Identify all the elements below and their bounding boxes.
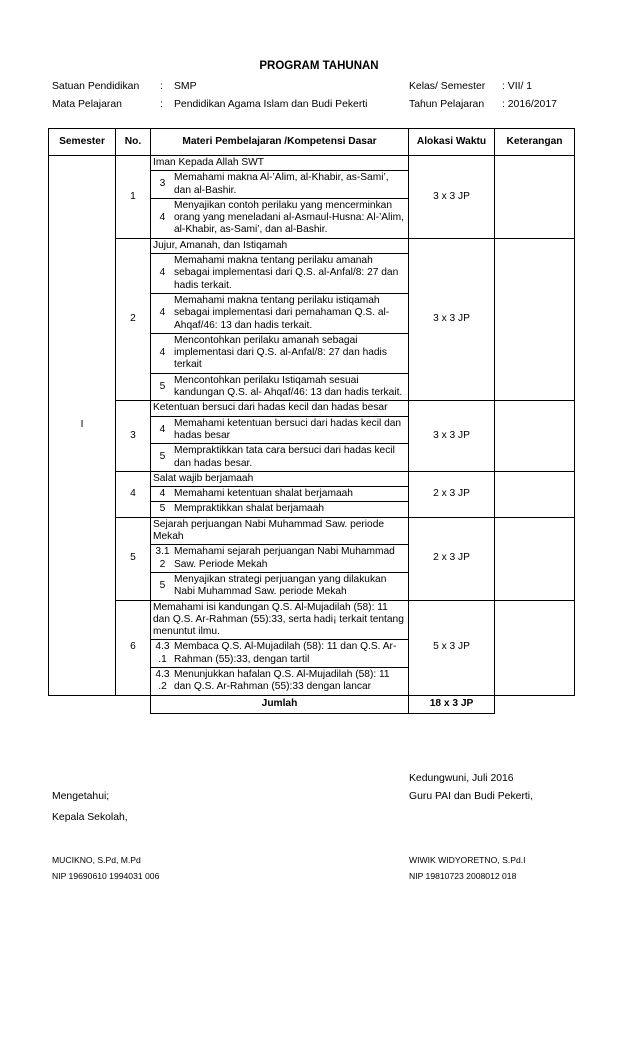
mengetahui-label: Mengetahui; — [52, 791, 110, 802]
guru-role: Guru PAI dan Budi Pekerti, — [409, 791, 533, 802]
kompetensi-text: Memahami ketentuan bersuci dari hadas kecil dan hadas besar — [174, 417, 402, 441]
kompetensi-number: 4 — [159, 488, 166, 500]
alokasi-cell: 3 x 3 JP — [409, 401, 495, 471]
keterangan-cell — [495, 471, 575, 517]
mapel-label: Mata Pelajaran — [52, 99, 122, 110]
kompetensi-text: Mencontohkan perilaku Istiqamah sesuai kandungan Q.S. al- Ahqaf/46: 13 dan hadis terkait. — [174, 374, 403, 399]
kepala-sekolah-nip: NIP 19690610 1994031 006 — [52, 871, 160, 881]
kompetensi-item — [151, 545, 408, 573]
header-semester: Semester — [49, 129, 116, 156]
header-alokasi: Alokasi Waktu — [409, 129, 495, 156]
materi-cell — [151, 238, 409, 401]
kompetensi-number: 4.3 .1 — [155, 641, 170, 665]
row-number: 5 — [116, 517, 151, 600]
kompetensi-text: Memahami makna Al-’Alim, al-Khabir, as-Sami’, dan al-Bashir. — [174, 172, 389, 196]
document-title: PROGRAM TAHUNAN — [259, 60, 379, 72]
kompetensi-item — [151, 573, 408, 600]
kompetensi-item — [151, 640, 408, 668]
guru-nip: NIP 19810723 2008012 018 — [409, 871, 517, 881]
jumlah-value: 18 x 3 JP — [409, 695, 495, 713]
kompetensi-text: Mempraktikkan tata cara bersuci dari hadas kecil dan hadas besar. — [174, 445, 395, 469]
materi-cell — [151, 401, 409, 471]
kompetensi-number: 5 — [159, 380, 166, 392]
kompetensi-text: Menyajikan strategi perjuangan yang dilakukan Nabi Muhammad Saw. periode Mekah — [174, 573, 387, 598]
kompetensi-text: Menyajikan contoh perilaku yang mencerminkan orang yang meneladani al-Asmaul-Husna: Al-’Alim, al-Khabir, as-Sami’, dan al-Bashir. — [174, 199, 404, 236]
kompetensi-number: 4 — [159, 212, 166, 224]
table-row — [49, 238, 575, 401]
tahun-label: Tahun Pelajaran — [409, 99, 485, 110]
kompetensi-item — [151, 668, 408, 695]
kompetensi-item — [151, 417, 408, 445]
kompetensi-text: Memahami ketentuan shalat berjamaah — [174, 488, 353, 500]
kompetensi-number: 3 — [159, 178, 166, 190]
materi-title: Iman Kepada Allah SWT — [151, 156, 408, 171]
materi-title: Sejarah perjuangan Nabi Muhammad Saw. periode Mekah — [151, 518, 408, 546]
kompetensi-text: Mempraktikkan shalat berjamaah — [174, 503, 325, 515]
kelas-label: Kelas/ Semester — [409, 81, 486, 92]
kompetensi-number: 5 — [159, 503, 166, 515]
materi-title: Jujur, Amanah, dan Istiqamah — [151, 239, 408, 254]
mapel-colon: : — [160, 99, 163, 110]
table-row — [49, 600, 575, 695]
kompetensi-item — [151, 199, 408, 238]
materi-title: Salat wajib berjamaah — [151, 472, 408, 487]
kompetensi-number: 4.3 .2 — [155, 668, 170, 693]
tahun-value: : 2016/2017 — [502, 99, 557, 110]
kompetensi-item — [151, 294, 408, 334]
kompetensi-item — [151, 334, 408, 374]
total-row — [49, 695, 575, 713]
kepala-sekolah-name: MUCIKNO, S.Pd, M.Pd — [52, 855, 141, 865]
jumlah-label: Jumlah — [151, 695, 409, 713]
alokasi-cell: 3 x 3 JP — [409, 156, 495, 239]
mapel-value: Pendidikan Agama Islam dan Budi Pekerti — [174, 99, 368, 110]
keterangan-cell — [495, 238, 575, 401]
materi-title: Memahami isi kandungan Q.S. Al-Mujadilah (58): 11 dan Q.S. Ar-Rahman (55):33, serta hadi¡ terkait tentang menuntut ilmu. — [151, 601, 408, 641]
place-date: Kedungwuni, Juli 2016 — [409, 773, 514, 784]
kompetensi-number: 4 — [159, 267, 166, 279]
satuan-label: Satuan Pendidikan — [52, 81, 140, 92]
kepala-sekolah-label: Kepala Sekolah, — [52, 812, 128, 823]
kompetensi-text: Menunjukkan hafalan Q.S. Al-Mujadilah (58): 11 dan Q.S. Ar-Rahman (55):33 dengan lancar — [174, 668, 390, 693]
satuan-value: SMP — [174, 81, 197, 92]
kompetensi-item — [151, 374, 408, 401]
kompetensi-item — [151, 444, 408, 471]
kompetensi-text: Memahami sejarah perjuangan Nabi Muhammad Saw. Periode Mekah — [174, 546, 395, 570]
semester-cell: I — [49, 156, 116, 696]
satuan-colon: : — [160, 81, 163, 92]
table-row — [49, 471, 575, 517]
keterangan-cell — [495, 401, 575, 471]
kompetensi-text: Memahami makna tentang perilaku istiqamah sebagai implementasi dari pemahaman Q.S. al-Ahqaf/46: 13 dan hadis terkait. — [174, 294, 390, 331]
materi-title: Ketentuan bersuci dari hadas kecil dan hadas besar — [151, 401, 408, 416]
kompetensi-text: Mencontohkan perilaku amanah sebagai implementasi dari Q.S. al-Anfal/8: 27 dan hadis terkait — [174, 334, 387, 371]
total-blank — [49, 695, 151, 713]
table-row — [49, 156, 575, 239]
row-number: 1 — [116, 156, 151, 239]
kompetensi-number: 5 — [159, 451, 166, 463]
keterangan-cell — [495, 600, 575, 695]
kompetensi-number: 5 — [159, 580, 166, 592]
table-header-row — [49, 129, 575, 156]
kompetensi-text: Memahami makna tentang perilaku amanah sebagai implementasi dari Q.S. al-Anfal/8: 27 dan hadis terkait. — [174, 255, 399, 291]
guru-name: WIWIK WIDYORETNO, S.Pd.I — [409, 855, 526, 865]
header-no: No. — [116, 129, 151, 156]
row-number: 3 — [116, 401, 151, 471]
materi-cell — [151, 517, 409, 600]
table-row — [49, 517, 575, 600]
kompetensi-item — [151, 502, 408, 516]
kompetensi-number: 4 — [159, 307, 166, 319]
kompetensi-item — [151, 254, 408, 294]
keterangan-cell — [495, 517, 575, 600]
table-row — [49, 401, 575, 471]
row-number: 2 — [116, 238, 151, 401]
row-number: 4 — [116, 471, 151, 517]
kompetensi-item — [151, 171, 408, 199]
kompetensi-number: 4 — [159, 423, 166, 435]
alokasi-cell: 2 x 3 JP — [409, 517, 495, 600]
kompetensi-text: Membaca Q.S. Al-Mujadilah (58): 11 dan Q.S. Ar-Rahman (55):33, dengan tartil — [174, 641, 397, 665]
kelas-value: : VII/ 1 — [502, 81, 533, 92]
header-keterangan: Keterangan — [495, 129, 575, 156]
total-blank-right — [495, 695, 575, 713]
kompetensi-item — [151, 487, 408, 502]
keterangan-cell — [495, 156, 575, 239]
alokasi-cell: 5 x 3 JP — [409, 600, 495, 695]
materi-cell — [151, 600, 409, 695]
header-materi: Materi Pembelajaran /Kompetensi Dasar — [151, 129, 409, 156]
kompetensi-number: 3.1 2 — [155, 546, 170, 570]
alokasi-cell: 2 x 3 JP — [409, 471, 495, 517]
materi-cell — [151, 471, 409, 517]
kompetensi-number: 4 — [159, 347, 166, 359]
alokasi-cell: 3 x 3 JP — [409, 238, 495, 401]
materi-cell — [151, 156, 409, 239]
row-number: 6 — [116, 600, 151, 695]
program-table — [48, 128, 575, 714]
